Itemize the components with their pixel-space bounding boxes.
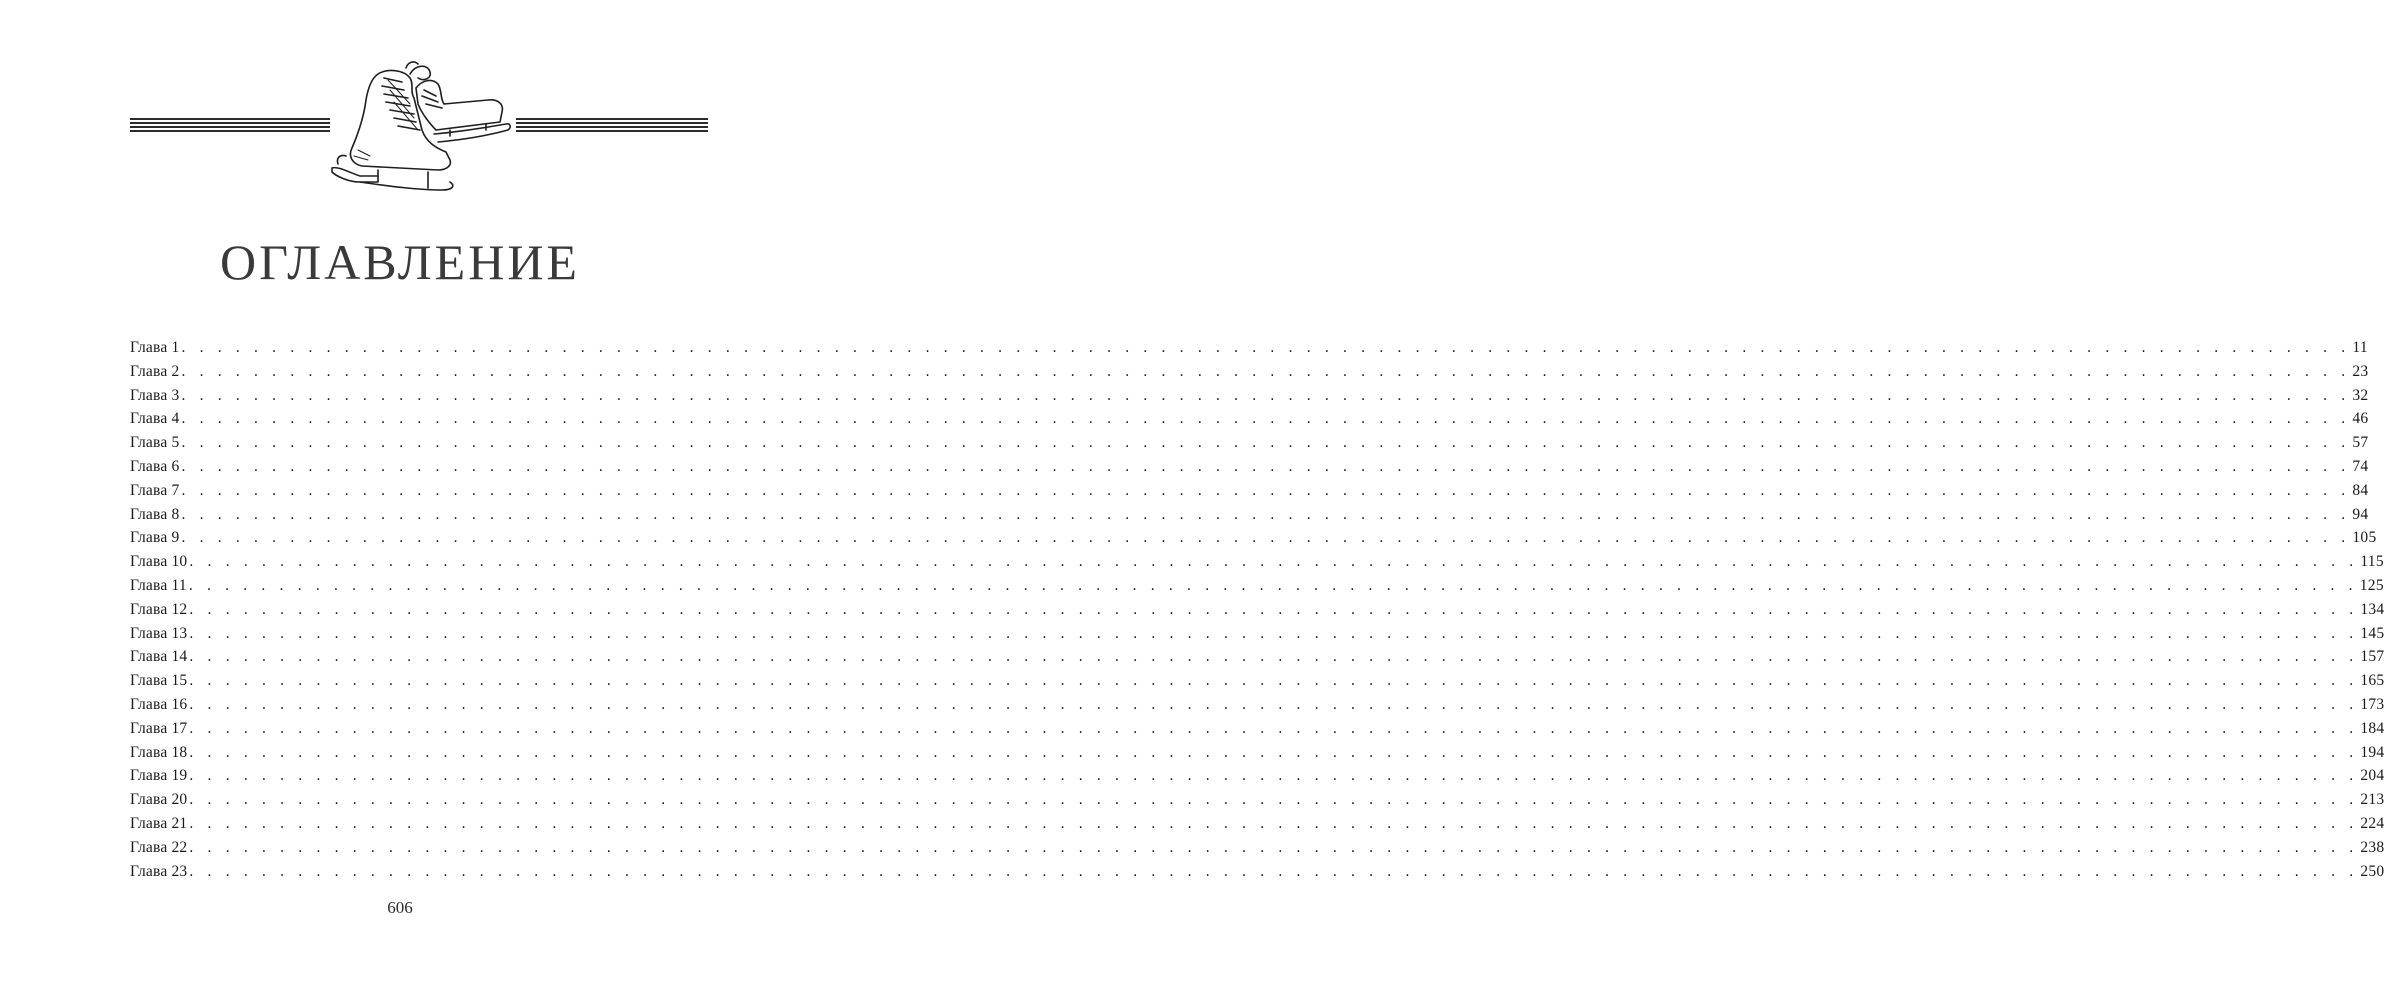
toc-page-number: 46 bbox=[2352, 410, 2369, 428]
toc-page-number: 32 bbox=[2352, 386, 2369, 404]
toc-entry bbox=[130, 717, 2384, 741]
toc-chapter-label: Глава 9 bbox=[130, 529, 180, 547]
toc-dot-leader: . . . . . . . . . . . . . . . . . . . . . . . . . . . . . . . . . . . . . . . . . . . . . . . . . . . . . . . . . . . . . . . . . . . . . . . . . . . . . . . . . . . . . . . . . . . . . . . . . . . . . . . . . . . . . . . . . . . . . . . . bbox=[189, 719, 2359, 737]
toc-entry bbox=[130, 860, 2384, 884]
toc-entry bbox=[130, 550, 2384, 574]
toc-entry bbox=[130, 598, 2384, 622]
toc-page-number: 57 bbox=[2352, 434, 2369, 452]
toc-chapter-label: Глава 7 bbox=[130, 481, 180, 499]
toc-dot-leader: . . . . . . . . . . . . . . . . . . . . . . . . . . . . . . . . . . . . . . . . . . . . . . . . . . . . . . . . . . . . . . . . . . . . . . . . . . . . . . . . . . . . . . . . . . . . . . . . . . . . . . . . . . . . . . . . . . . . . . . . bbox=[189, 553, 2359, 571]
toc-entry bbox=[130, 645, 2384, 669]
toc-dot-leader: . . . . . . . . . . . . . . . . . . . . . . . . . . . . . . . . . . . . . . . . . . . . . . . . . . . . . . . . . . . . . . . . . . . . . . . . . . . . . . . . . . . . . . . . . . . . . . . . . . . . . . . . . . . . . . . . . . . . . . . . bbox=[189, 695, 2359, 713]
toc-page-number: 194 bbox=[2360, 743, 2384, 761]
toc-dot-leader: . . . . . . . . . . . . . . . . . . . . . . . . . . . . . . . . . . . . . . . . . . . . . . . . . . . . . . . . . . . . . . . . . . . . . . . . . . . . . . . . . . . . . . . . . . . . . . . . . . . . . . . . . . . . . . . . . . . . . . . . bbox=[181, 505, 2351, 523]
toc-entry bbox=[130, 431, 2369, 455]
toc-entry bbox=[130, 788, 2384, 812]
toc-chapter-label: Глава 16 bbox=[130, 695, 188, 713]
toc-page-number: 173 bbox=[2360, 695, 2384, 713]
toc-entry bbox=[130, 384, 2369, 408]
toc-chapter-label: Глава 10 bbox=[130, 553, 188, 571]
toc-dot-leader: . . . . . . . . . . . . . . . . . . . . . . . . . . . . . . . . . . . . . . . . . . . . . . . . . . . . . . . . . . . . . . . . . . . . . . . . . . . . . . . . . . . . . . . . . . . . . . . . . . . . . . . . . . . . . . . . . . . . . . . . bbox=[189, 648, 2359, 666]
toc-dot-leader: . . . . . . . . . . . . . . . . . . . . . . . . . . . . . . . . . . . . . . . . . . . . . . . . . . . . . . . . . . . . . . . . . . . . . . . . . . . . . . . . . . . . . . . . . . . . . . . . . . . . . . . . . . . . . . . . . . . . . . . . bbox=[189, 814, 2359, 832]
toc-page-number: 250 bbox=[2360, 862, 2384, 880]
table-of-contents bbox=[130, 336, 2384, 883]
toc-chapter-label: Глава 1 bbox=[130, 339, 180, 356]
toc-page-number: 238 bbox=[2360, 838, 2384, 856]
toc-page-number: 11 bbox=[2352, 339, 2368, 356]
page-number: 606 bbox=[387, 898, 413, 917]
toc-dot-leader: . . . . . . . . . . . . . . . . . . . . . . . . . . . . . . . . . . . . . . . . . . . . . . . . . . . . . . . . . . . . . . . . . . . . . . . . . . . . . . . . . . . . . . . . . . . . . . . . . . . . . . . . . . . . . . . . . . . . . . . . bbox=[189, 624, 2359, 642]
toc-entry bbox=[130, 741, 2384, 765]
toc-page-number: 84 bbox=[2352, 481, 2369, 499]
header-ornament bbox=[0, 60, 800, 200]
toc-entry bbox=[130, 693, 2384, 717]
toc-dot-leader: . . . . . . . . . . . . . . . . . . . . . . . . . . . . . . . . . . . . . . . . . . . . . . . . . . . . . . . . . . . . . . . . . . . . . . . . . . . . . . . . . . . . . . . . . . . . . . . . . . . . . . . . . . . . . . . . . . . . . . . . bbox=[189, 743, 2359, 761]
toc-chapter-label: Глава 6 bbox=[130, 457, 180, 475]
toc-dot-leader: . . . . . . . . . . . . . . . . . . . . . . . . . . . . . . . . . . . . . . . . . . . . . . . . . . . . . . . . . . . . . . . . . . . . . . . . . . . . . . . . . . . . . . . . . . . . . . . . . . . . . . . . . . . . . . . . . . . . . . . . bbox=[189, 767, 2359, 785]
toc-page-number: 204 bbox=[2360, 767, 2384, 785]
toc-entry bbox=[130, 407, 2369, 431]
toc-entry bbox=[130, 812, 2384, 836]
toc-entry bbox=[130, 526, 2377, 550]
toc-page-number: 94 bbox=[2352, 505, 2369, 523]
toc-dot-leader: . . . . . . . . . . . . . . . . . . . . . . . . . . . . . . . . . . . . . . . . . . . . . . . . . . . . . . . . . . . . . . . . . . . . . . . . . . . . . . . . . . . . . . . . . . . . . . . . . . . . . . . . . . . . . . . . . . . . . . . . bbox=[189, 862, 2359, 880]
toc-page-number: 23 bbox=[2352, 362, 2369, 380]
toc-chapter-label: Глава 5 bbox=[130, 434, 180, 452]
toc-entry bbox=[130, 336, 2368, 360]
toc-dot-leader: . . . . . . . . . . . . . . . . . . . . . . . . . . . . . . . . . . . . . . . . . . . . . . . . . . . . . . . . . . . . . . . . . . . . . . . . . . . . . . . . . . . . . . . . . . . . . . . . . . . . . . . . . . . . . . . . . . . . . . . . bbox=[181, 362, 2351, 380]
toc-page-number: 184 bbox=[2360, 719, 2384, 737]
toc-page-number: 125 bbox=[2359, 576, 2384, 594]
toc-chapter-label: Глава 4 bbox=[130, 410, 180, 428]
toc-entry bbox=[130, 574, 2384, 598]
toc-dot-leader: . . . . . . . . . . . . . . . . . . . . . . . . . . . . . . . . . . . . . . . . . . . . . . . . . . . . . . . . . . . . . . . . . . . . . . . . . . . . . . . . . . . . . . . . . . . . . . . . . . . . . . . . . . . . . . . . . . . . . . . . bbox=[181, 410, 2351, 428]
toc-chapter-label: Глава 3 bbox=[130, 386, 180, 404]
page-title: ОГЛАВЛЕНИЕ bbox=[220, 234, 580, 290]
toc-chapter-label: Глава 8 bbox=[130, 505, 180, 523]
toc-page-number: 115 bbox=[2360, 553, 2384, 571]
toc-entry bbox=[130, 669, 2384, 693]
toc-chapter-label: Глава 22 bbox=[130, 838, 188, 856]
toc-entry bbox=[130, 503, 2369, 527]
toc-page-number: 145 bbox=[2360, 624, 2384, 642]
toc-page-number: 213 bbox=[2360, 791, 2384, 809]
toc-page-number: 105 bbox=[2352, 529, 2377, 547]
toc-page-number: 224 bbox=[2360, 814, 2384, 832]
toc-chapter-label: Глава 15 bbox=[130, 672, 188, 690]
toc-dot-leader: . . . . . . . . . . . . . . . . . . . . . . . . . . . . . . . . . . . . . . . . . . . . . . . . . . . . . . . . . . . . . . . . . . . . . . . . . . . . . . . . . . . . . . . . . . . . . . . . . . . . . . . . . . . . . . . . . . . . . . . . bbox=[181, 457, 2351, 475]
toc-dot-leader: . . . . . . . . . . . . . . . . . . . . . . . . . . . . . . . . . . . . . . . . . . . . . . . . . . . . . . . . . . . . . . . . . . . . . . . . . . . . . . . . . . . . . . . . . . . . . . . . . . . . . . . . . . . . . . . . . . . . . . . . bbox=[181, 339, 2351, 356]
left-decorative-rule bbox=[130, 118, 330, 132]
toc-dot-leader: . . . . . . . . . . . . . . . . . . . . . . . . . . . . . . . . . . . . . . . . . . . . . . . . . . . . . . . . . . . . . . . . . . . . . . . . . . . . . . . . . . . . . . . . . . . . . . . . . . . . . . . . . . . . . . . . . . . . . . . . bbox=[181, 434, 2351, 452]
toc-dot-leader: . . . . . . . . . . . . . . . . . . . . . . . . . . . . . . . . . . . . . . . . . . . . . . . . . . . . . . . . . . . . . . . . . . . . . . . . . . . . . . . . . . . . . . . . . . . . . . . . . . . . . . . . . . . . . . . . . . . . . . . . bbox=[189, 791, 2359, 809]
toc-chapter-label: Глава 20 bbox=[130, 791, 188, 809]
toc-page-number: 157 bbox=[2360, 648, 2384, 666]
toc-page-number: 134 bbox=[2360, 600, 2384, 618]
toc-chapter-label: Глава 19 bbox=[130, 767, 188, 785]
toc-dot-leader: . . . . . . . . . . . . . . . . . . . . . . . . . . . . . . . . . . . . . . . . . . . . . . . . . . . . . . . . . . . . . . . . . . . . . . . . . . . . . . . . . . . . . . . . . . . . . . . . . . . . . . . . . . . . . . . . . . . . . . . . bbox=[188, 576, 2358, 594]
toc-dot-leader: . . . . . . . . . . . . . . . . . . . . . . . . . . . . . . . . . . . . . . . . . . . . . . . . . . . . . . . . . . . . . . . . . . . . . . . . . . . . . . . . . . . . . . . . . . . . . . . . . . . . . . . . . . . . . . . . . . . . . . . . bbox=[181, 386, 2351, 404]
toc-chapter-label: Глава 23 bbox=[130, 862, 188, 880]
toc-chapter-label: Глава 12 bbox=[130, 600, 188, 618]
toc-chapter-label: Глава 21 bbox=[130, 814, 188, 832]
toc-chapter-label: Глава 11 bbox=[130, 576, 187, 594]
toc-entry bbox=[130, 360, 2369, 384]
toc-chapter-label: Глава 17 bbox=[130, 719, 188, 737]
toc-page-number: 74 bbox=[2352, 457, 2369, 475]
toc-dot-leader: . . . . . . . . . . . . . . . . . . . . . . . . . . . . . . . . . . . . . . . . . . . . . . . . . . . . . . . . . . . . . . . . . . . . . . . . . . . . . . . . . . . . . . . . . . . . . . . . . . . . . . . . . . . . . . . . . . . . . . . . bbox=[181, 481, 2351, 499]
right-decorative-rule bbox=[516, 118, 708, 132]
toc-chapter-label: Глава 13 bbox=[130, 624, 188, 642]
toc-chapter-label: Глава 14 bbox=[130, 648, 188, 666]
toc-dot-leader: . . . . . . . . . . . . . . . . . . . . . . . . . . . . . . . . . . . . . . . . . . . . . . . . . . . . . . . . . . . . . . . . . . . . . . . . . . . . . . . . . . . . . . . . . . . . . . . . . . . . . . . . . . . . . . . . . . . . . . . . bbox=[189, 838, 2359, 856]
ice-skates-icon bbox=[318, 60, 518, 200]
toc-chapter-label: Глава 2 bbox=[130, 362, 180, 380]
toc-entry bbox=[130, 622, 2384, 646]
toc-dot-leader: . . . . . . . . . . . . . . . . . . . . . . . . . . . . . . . . . . . . . . . . . . . . . . . . . . . . . . . . . . . . . . . . . . . . . . . . . . . . . . . . . . . . . . . . . . . . . . . . . . . . . . . . . . . . . . . . . . . . . . . . bbox=[189, 672, 2359, 690]
toc-page-number: 165 bbox=[2360, 672, 2384, 690]
toc-dot-leader: . . . . . . . . . . . . . . . . . . . . . . . . . . . . . . . . . . . . . . . . . . . . . . . . . . . . . . . . . . . . . . . . . . . . . . . . . . . . . . . . . . . . . . . . . . . . . . . . . . . . . . . . . . . . . . . . . . . . . . . . bbox=[189, 600, 2359, 618]
toc-entry bbox=[130, 455, 2369, 479]
toc-entry bbox=[130, 764, 2384, 788]
toc-entry bbox=[130, 836, 2384, 860]
toc-entry bbox=[130, 479, 2369, 503]
toc-dot-leader: . . . . . . . . . . . . . . . . . . . . . . . . . . . . . . . . . . . . . . . . . . . . . . . . . . . . . . . . . . . . . . . . . . . . . . . . . . . . . . . . . . . . . . . . . . . . . . . . . . . . . . . . . . . . . . . . . . . . . . . . bbox=[181, 529, 2351, 547]
toc-chapter-label: Глава 18 bbox=[130, 743, 188, 761]
